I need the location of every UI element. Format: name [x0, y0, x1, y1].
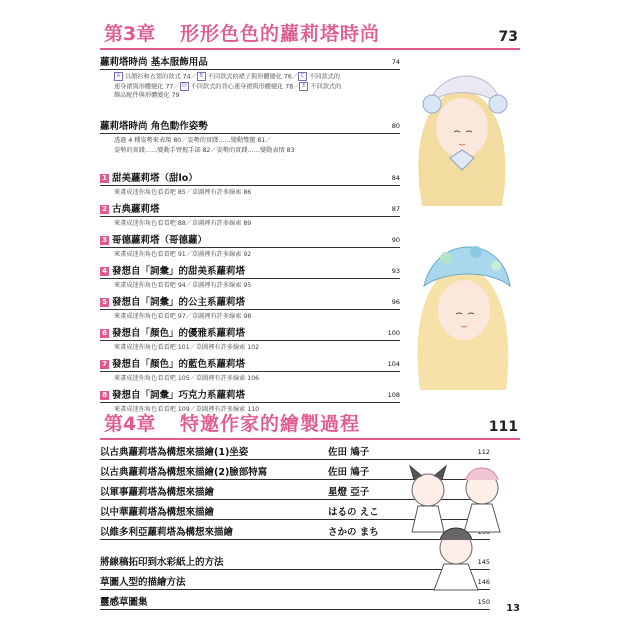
badge-b-icon: B	[197, 72, 206, 81]
entry-number-icon: 6	[100, 329, 109, 338]
entry-subtitle: 來畫成迷你角色看看吧 101／草圖裡有許多線索 102	[114, 344, 260, 351]
work-author: はるの えこ	[328, 507, 379, 518]
item-text: 不同款式的飾品配件與形體變化 79	[114, 83, 342, 99]
poses-line: 透過 4 種姿勢來表現 80／姿勢的實踐……變動雙腿 81／	[114, 137, 272, 144]
extra-page: 146	[477, 578, 490, 586]
chapter4-number: 第4章	[104, 413, 156, 435]
work-author: さかの まち	[328, 527, 379, 538]
work-title: 以維多利亞蘿莉塔為構想來描繪	[100, 527, 234, 538]
basic-items-list: A 具顏衫和衣領的款式 74／ B 不同款式的裙子與形體變化 76／ C 不同款式的連身裙與形體變化 77／ D 不同款式的背心連身裙與形體變化 78／ E 不同款式的飾品配件與形體變化 79	[114, 73, 342, 99]
work-title: 以古典蘿莉塔為構想來描繪(2)臉部特寫	[100, 467, 268, 478]
item-text: 不同款式的裙子與形體變化 76	[207, 73, 292, 81]
entry-number-icon: 3	[100, 236, 109, 245]
lolita-illustration-2	[406, 230, 520, 390]
entry-title: 發想自「詞彙」的公主系蘿莉塔	[112, 297, 246, 308]
extra-row	[100, 596, 490, 610]
entry-number-icon: 2	[100, 205, 109, 214]
numbered-entry	[100, 234, 400, 248]
entry-page: 93	[391, 267, 400, 275]
entry-page: 104	[387, 360, 400, 368]
work-title: 以古典蘿莉塔為構想來描繪(1)坐姿	[100, 447, 249, 458]
badge-a-icon: A	[114, 72, 123, 81]
entry-number-icon: 1	[100, 174, 109, 183]
work-author: 佐田 鳩子	[328, 447, 370, 458]
numbered-entry	[100, 172, 400, 186]
chapter4-header	[100, 412, 520, 440]
entry-number-icon: 5	[100, 298, 109, 307]
chapter3-page: 73	[498, 29, 518, 45]
work-title: 以軍事蘿莉塔為構想來描繪	[100, 487, 215, 498]
entry-page: 84	[391, 174, 400, 182]
chapter4-page: 111	[488, 419, 518, 435]
entry-subtitle: 來畫成迷你角色看看吧 109／草圖裡有許多線索 110	[114, 406, 260, 413]
numbered-entry	[100, 203, 400, 217]
entry-title: 古典蘿莉塔	[112, 204, 160, 215]
entry-title: 發想自「詞彙」的甜美系蘿莉塔	[112, 266, 246, 277]
extra-title: 草圖人型的描繪方法	[100, 577, 186, 588]
extra-title: 將線稿拓印到水彩紙上的方法	[100, 557, 224, 568]
badge-c-icon: C	[298, 72, 307, 81]
entry-number-icon: 8	[100, 391, 109, 400]
numbered-entry	[100, 358, 400, 372]
section-poses	[100, 120, 400, 134]
work-row	[100, 446, 490, 460]
work-author: 星燈 亞子	[328, 487, 370, 498]
entry-number-icon: 7	[100, 360, 109, 369]
work-title: 以中華蘿莉塔為構想來描繪	[100, 507, 215, 518]
extra-title: 靈感草圖集	[100, 597, 148, 608]
poses-list	[114, 136, 354, 156]
numbered-entry	[100, 389, 400, 403]
entry-subtitle: 來畫成迷你角色看看吧 85／草圖裡有許多線索 86	[114, 189, 252, 196]
entry-title: 哥德蘿莉塔（哥德蘿）	[112, 235, 208, 246]
item-text: 不同款式的連身裙與形體變化 77	[114, 73, 340, 90]
badge-e-icon: E	[299, 82, 308, 91]
numbered-entry	[100, 265, 400, 279]
poses-line: 姿勢的實踐……變動手臂握手部 82／姿勢的實踐……變動表情 83	[114, 147, 295, 154]
chapter3-number: 第3章	[104, 23, 156, 45]
entry-page: 87	[391, 205, 400, 213]
lolita-illustration-1	[402, 58, 520, 206]
section-title: 蘿莉塔時尚 基本服飾用品	[100, 57, 208, 68]
section-title: 蘿莉塔時尚 角色動作姿勢	[100, 121, 208, 132]
entry-page: 108	[387, 391, 400, 399]
chapter4-title: 特邀作家的繪製過程	[180, 413, 361, 435]
entry-page: 90	[391, 236, 400, 244]
item-text: 不同款式的背心連身裙與形體變化 78	[190, 83, 294, 90]
entry-page: 96	[391, 298, 400, 306]
chapter3-title: 形形色色的蘿莉塔時尚	[180, 23, 381, 45]
work-author: 佐田 鳩子	[328, 467, 370, 478]
entry-subtitle: 來畫成迷你角色看看吧 94／草圖裡有許多線索 95	[114, 282, 252, 289]
chapter3-header	[100, 22, 520, 50]
badge-d-icon: D	[180, 82, 189, 91]
table-of-contents-page	[100, 22, 520, 612]
section-basic-items	[100, 56, 400, 70]
page-number: 13	[506, 603, 520, 614]
extra-page: 150	[477, 598, 490, 606]
entry-subtitle: 來畫成迷你角色看看吧 105／草圖裡有許多線索 106	[114, 375, 260, 382]
entry-subtitle: 來畫成迷你角色看看吧 88／草圖裡有許多線索 89	[114, 220, 252, 227]
entry-page: 100	[387, 329, 400, 337]
section-page: 74	[391, 58, 400, 66]
entry-title: 發想自「顏色」的藍色系蘿莉塔	[112, 359, 246, 370]
numbered-entry	[100, 296, 400, 310]
item-text: 具顏衫和衣領的款式 74	[125, 73, 191, 81]
section-page: 80	[391, 122, 400, 130]
entry-number-icon: 4	[100, 267, 109, 276]
entry-subtitle: 來畫成迷你角色看看吧 97／草圖裡有許多線索 98	[114, 313, 252, 320]
entry-title: 發想自「詞彙」巧克力系蘿莉塔	[112, 390, 246, 401]
chibi-illustration	[400, 462, 520, 592]
extra-page: 145	[477, 558, 490, 566]
numbered-entry	[100, 327, 400, 341]
entry-title: 甜美蘿莉塔（甜lo）	[112, 173, 198, 184]
entry-subtitle: 來畫成迷你角色看看吧 91／草圖裡有許多線索 92	[114, 251, 252, 258]
entry-title: 發想自「顏色」的優雅系蘿莉塔	[112, 328, 246, 339]
work-page: 112	[477, 448, 490, 456]
